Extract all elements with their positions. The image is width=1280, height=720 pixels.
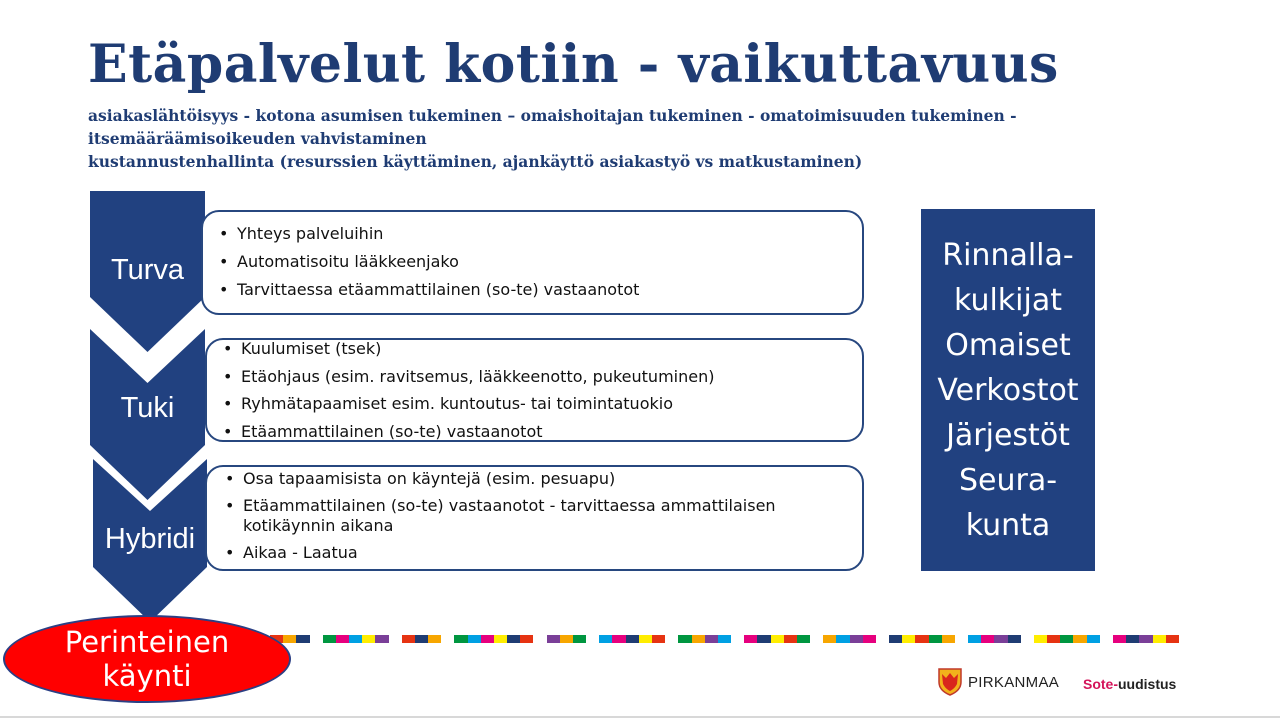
level-label-tuki: Tuki xyxy=(120,392,175,424)
stripe-segment xyxy=(415,635,428,643)
stripe-segment xyxy=(797,635,810,643)
stripe-segment xyxy=(599,635,612,643)
stripe-segment xyxy=(1034,635,1047,643)
stripe-segment xyxy=(652,635,665,643)
ellipse-line: käynti xyxy=(102,659,192,693)
stripe-segment xyxy=(296,635,309,643)
sote-part2: uudistus xyxy=(1118,676,1177,692)
stripe-segment xyxy=(836,635,849,643)
stripe-segment xyxy=(520,635,533,643)
stripe-segment xyxy=(810,635,823,643)
stripe-segment xyxy=(1087,635,1100,643)
stripe-segment xyxy=(981,635,994,643)
stripe-segment xyxy=(771,635,784,643)
bottom-divider xyxy=(0,716,1280,718)
stripe-segment xyxy=(784,635,797,643)
stripe-segment xyxy=(375,635,388,643)
stripe-segment xyxy=(1179,635,1192,643)
stripe-segment xyxy=(1008,635,1021,643)
stripe-segment xyxy=(929,635,942,643)
stripe-segment xyxy=(665,635,678,643)
stripe-segment xyxy=(705,635,718,643)
side-line: Verkostot xyxy=(937,372,1079,408)
page-title: Etäpalvelut kotiin - vaikuttavuus xyxy=(88,34,1059,95)
subtitle-line: kustannustenhallinta (resurssien käyttäminen, ajankäyttö asiakastyö vs matkustaminen) xyxy=(88,152,863,171)
stripe-segment xyxy=(902,635,915,643)
stripe-segment xyxy=(428,635,441,643)
stripe-segment xyxy=(876,635,889,643)
list-item: • Etäammattilainen (so-te) vastaanotot - tarvittaessa ammattilaisen kotikäynnin aikana xyxy=(223,496,843,536)
traditional-visit-ellipse xyxy=(3,615,291,703)
stripe-segment xyxy=(362,635,375,643)
ellipse-line: Perinteinen xyxy=(64,625,230,659)
list-item: • Ryhmätapaamiset esim. kuntoutus- tai toimintatuokio xyxy=(221,394,862,414)
stripe-segment xyxy=(1021,635,1034,643)
list-item: • Yhteys palveluihin xyxy=(217,224,862,244)
stripe-segment xyxy=(731,635,744,643)
stripe-segment xyxy=(323,635,336,643)
stripe-segment xyxy=(349,635,362,643)
stripe-segment xyxy=(1100,635,1113,643)
stripe-segment xyxy=(1139,635,1152,643)
level-label-turva: Turva xyxy=(110,254,185,286)
stripe-segment xyxy=(718,635,731,643)
stripe-segment xyxy=(1060,635,1073,643)
stripe-segment xyxy=(1153,635,1166,643)
level-label-hybridi: Hybridi xyxy=(104,523,196,555)
list-item: • Etäammattilainen (so-te) vastaanotot xyxy=(221,422,862,442)
sote-uudistus-logo xyxy=(1083,676,1176,692)
pirkanmaa-crest-icon xyxy=(938,668,962,696)
stripe-segment xyxy=(994,635,1007,643)
stripe-segment xyxy=(850,635,863,643)
stripe-segment xyxy=(310,635,323,643)
sote-part1: Sote- xyxy=(1083,676,1118,692)
stripe-segment xyxy=(533,635,546,643)
stripe-segment xyxy=(481,635,494,643)
side-line: Rinnalla- xyxy=(942,237,1074,273)
stripe-segment xyxy=(494,635,507,643)
side-line: kulkijat xyxy=(954,282,1062,318)
stripe-segment xyxy=(678,635,691,643)
side-line: kunta xyxy=(965,507,1051,543)
subtitle-line: asiakaslähtöisyys - kotona asumisen tukeminen – omaishoitajan tukeminen - omatoimisuuden tukeminen - xyxy=(88,106,1017,125)
side-line: Omaiset xyxy=(945,327,1071,363)
stripe-segment xyxy=(955,635,968,643)
list-item: • Kuulumiset (tsek) xyxy=(221,339,862,359)
list-item: • Automatisoitu lääkkeenjako xyxy=(217,252,862,272)
stripe-segment xyxy=(1166,635,1179,643)
stripe-segment xyxy=(1126,635,1139,643)
stripe-segment xyxy=(889,635,902,643)
stripe-segment xyxy=(586,635,599,643)
side-line: Järjestöt xyxy=(946,417,1070,453)
pirkanmaa-logo xyxy=(938,668,1059,696)
stripe-segment xyxy=(283,635,296,643)
stripe-segment xyxy=(915,635,928,643)
level-box-turva xyxy=(201,210,864,315)
stripe-segment xyxy=(560,635,573,643)
stripe-segment xyxy=(968,635,981,643)
stripe-segment xyxy=(823,635,836,643)
list-item: • Osa tapaamisista on käyntejä (esim. pesuapu) xyxy=(223,469,862,489)
support-network-box xyxy=(921,209,1095,571)
stripe-segment xyxy=(507,635,520,643)
stripe-segment xyxy=(547,635,560,643)
subtitle-line: itsemääräämisoikeuden vahvistaminen xyxy=(88,129,427,148)
stripe-segment xyxy=(612,635,625,643)
level-box-hybridi xyxy=(205,465,864,571)
stripe-segment xyxy=(639,635,652,643)
stripe-segment xyxy=(441,635,454,643)
stripe-segment xyxy=(336,635,349,643)
list-item: • Aikaa - Laatua xyxy=(223,543,862,563)
side-line: Seura- xyxy=(958,462,1058,498)
stripe-segment xyxy=(626,635,639,643)
decorative-stripe xyxy=(270,635,1192,643)
list-item: • Etäohjaus (esim. ravitsemus, lääkkeenotto, pukeutuminen) xyxy=(221,367,862,387)
list-item: • Tarvittaessa etäammattilainen (so-te) vastaanotot xyxy=(217,280,862,300)
pirkanmaa-text: PIRKANMAA xyxy=(968,673,1060,691)
stripe-segment xyxy=(573,635,586,643)
stripe-segment xyxy=(692,635,705,643)
stripe-segment xyxy=(942,635,955,643)
stripe-segment xyxy=(402,635,415,643)
stripe-segment xyxy=(863,635,876,643)
stripe-segment xyxy=(389,635,402,643)
stripe-segment xyxy=(744,635,757,643)
stripe-segment xyxy=(1113,635,1126,643)
level-box-tuki xyxy=(205,338,864,442)
stripe-segment xyxy=(468,635,481,643)
stripe-segment xyxy=(1047,635,1060,643)
stripe-segment xyxy=(454,635,467,643)
stripe-segment xyxy=(1073,635,1086,643)
stripe-segment xyxy=(757,635,770,643)
